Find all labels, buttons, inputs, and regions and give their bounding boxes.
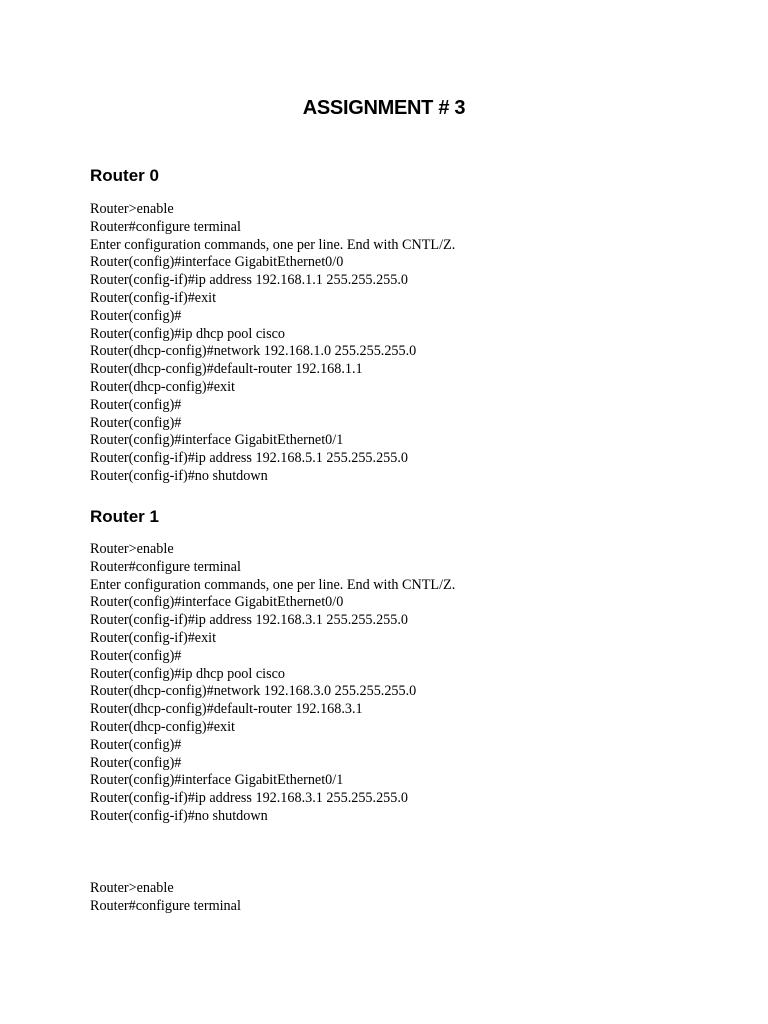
command-block-router-2 (90, 880, 241, 916)
command-line: Router(dhcp-config)#default-router 192.168.1.1 (90, 361, 363, 378)
command-line: Router(config)# (90, 414, 182, 431)
command-line: Router(config)#interface GigabitEthernet0/0 (90, 594, 344, 611)
command-line: Router(dhcp-config)#default-router 192.168.3.1 (90, 701, 363, 718)
command-line: Router(config-if)#no shutdown (90, 807, 268, 824)
command-line: Router(config)#interface GigabitEthernet0/1 (90, 772, 344, 789)
command-line: Router(dhcp-config)#network 192.168.1.0 255.255.255.0 (90, 343, 417, 360)
command-block-router-0 (90, 201, 455, 486)
command-line: Router(config)# (90, 736, 182, 753)
command-line: Router#configure terminal (90, 897, 241, 914)
section-heading-router-1: Router 1 (90, 507, 159, 526)
command-line: Enter configuration commands, one per line. End with CNTL/Z. (90, 576, 456, 593)
command-line: Router(config)# (90, 396, 182, 413)
section-heading-router-0: Router 0 (90, 166, 159, 185)
command-line: Router(config-if)#ip address 192.168.3.1 255.255.255.0 (90, 612, 408, 629)
command-line: Router(config-if)#ip address 192.168.3.1 255.255.255.0 (90, 790, 408, 807)
command-line: Router(config)#interface GigabitEthernet0/1 (90, 432, 344, 449)
command-line: Router(config)#ip dhcp pool cisco (90, 325, 286, 342)
command-line: Router(dhcp-config)#exit (90, 718, 235, 735)
command-line: Router(dhcp-config)#exit (90, 378, 235, 395)
command-line: Router(config)# (90, 647, 182, 664)
command-line: Router(config)#interface GigabitEthernet0/0 (90, 254, 344, 271)
command-line: Router(dhcp-config)#network 192.168.3.0 255.255.255.0 (90, 683, 417, 700)
command-line: Router(config)#ip dhcp pool cisco (90, 665, 286, 682)
command-line: Router>enable (90, 201, 174, 217)
command-line: Router(config-if)#exit (90, 629, 217, 646)
command-line: Router(config)# (90, 307, 182, 324)
command-line: Router(config-if)#ip address 192.168.1.1 255.255.255.0 (90, 272, 408, 289)
command-line: Router(config)# (90, 754, 182, 771)
command-line: Router(config-if)#exit (90, 289, 217, 306)
command-line: Router(config-if)#no shutdown (90, 467, 268, 484)
command-line: Router>enable (90, 541, 174, 557)
command-block-router-1 (90, 541, 455, 826)
command-line: Router#configure terminal (90, 558, 241, 575)
command-line: Router(config-if)#ip address 192.168.5.1 255.255.255.0 (90, 450, 408, 467)
command-line: Router#configure terminal (90, 218, 241, 235)
document-title: ASSIGNMENT # 3 (302, 97, 466, 119)
command-line: Enter configuration commands, one per line. End with CNTL/Z. (90, 236, 456, 253)
command-line: Router>enable (90, 880, 174, 896)
